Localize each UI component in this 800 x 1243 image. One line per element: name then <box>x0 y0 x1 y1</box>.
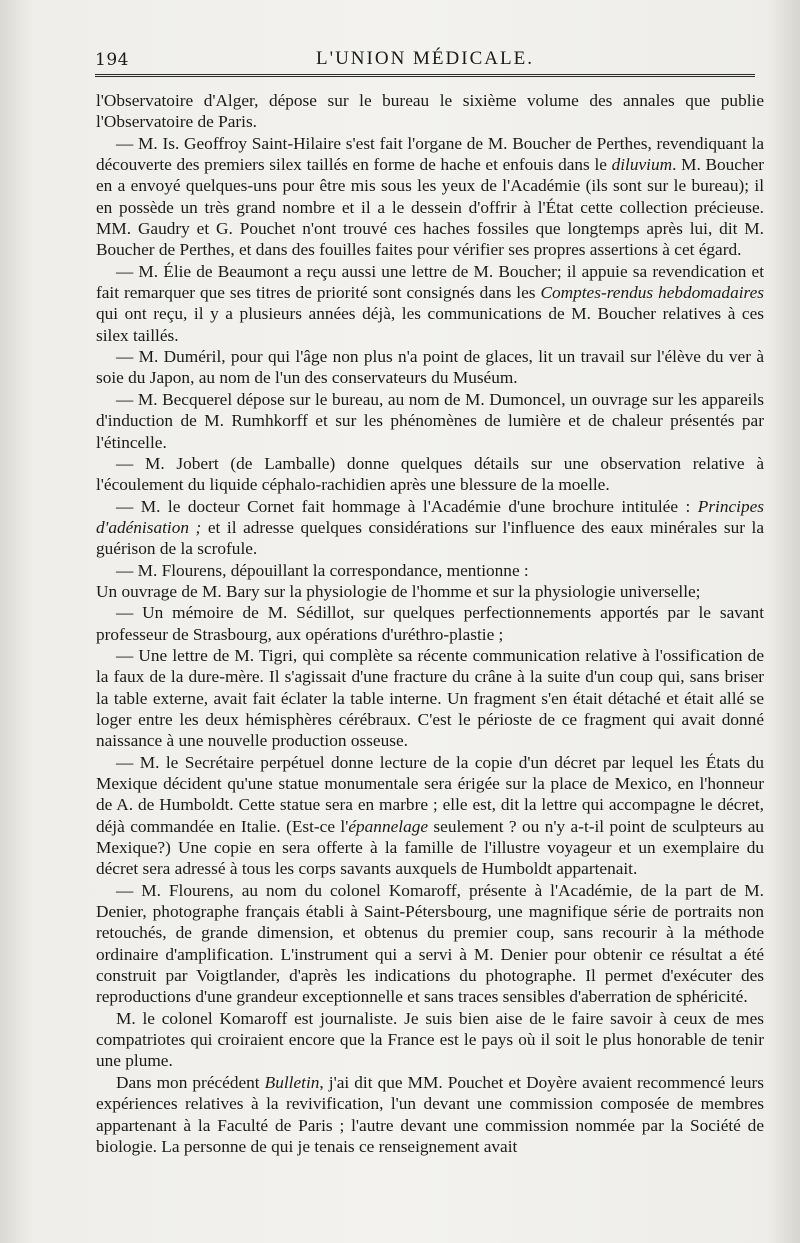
text-run: Dans mon précédent <box>116 1072 265 1092</box>
text-run: — M. Becquerel dépose sur le bureau, au nom de M. Dumoncel, un ouvrage sur les appareils d'induction de M. Rumhkorff et sur les phénomènes de lumière et de chaleur présentés par l'étincelle. <box>96 389 764 452</box>
text-run: seulement ? ou n'y a-t-il point de sculpteurs au Mexique?) Une copie en sera offerte à la famille de l'illustre voyageur et un exemplaire du décret sera adressé à tous les corps savants auxquels de Humboldt appartenait. <box>96 816 764 879</box>
paragraph <box>96 752 764 880</box>
header-rule <box>95 74 755 77</box>
italic-text: diluvium <box>611 155 673 175</box>
text-run: — M. le Secrétaire perpétuel donne lecture de la copie d'un décret par lequel les États du Mexique décident qu'une statue monumentale sera érigée sur la place de Mexico, en l'honneur de A. de Humboldt. Cette statue sera en marbre ; elle est, dit la lettre qui accompagne le décret, déjà commandée en Italie. (Est-ce l' <box>96 752 764 836</box>
paragraph <box>96 581 764 602</box>
text-run: — M. Flourens, au nom du colonel Komaroff, présente à l'Académie, de la part de M. Denier, photographe français établi à Saint-Pétersbourg, une magnifique série de portraits non retouchés, de grande dimension, et obtenus du premier coup, sans recourir à la méthode ordinaire d'amplification. L'instrument qui a servi à M. Denier pour obtenir ce résultat a été construit par Voigtlander, d'après les indications du photographe. Il permet d'exécuter des reproductions d'une grandeur exceptionnelle et sans traces sensibles d'aberration de sphéricité. <box>96 880 764 1007</box>
paragraph <box>96 496 764 560</box>
text-run: — Un mémoire de M. Sédillot, sur quelques perfectionnements apportés par le savant professeur de Strasbourg, aux opérations d'uréthro-plastie ; <box>96 603 764 644</box>
paragraph <box>96 261 764 346</box>
text-run: Un ouvrage de M. Bary sur la physiologie de l'homme et sur la physiologie universelle; <box>96 581 701 601</box>
text-run: qui ont reçu, il y a plusieurs années déjà, les communications de M. Boucher relatives à ces silex taillés. <box>96 304 764 345</box>
running-title: L'UNION MÉDICALE. <box>316 48 534 69</box>
paragraph <box>96 602 764 645</box>
paragraph <box>96 560 764 581</box>
text-run: , j'ai dit que MM. Pouchet et Doyère avaient recommencé leurs expériences relatives à la revivification, l'un devant une commission composée de membres appartenant à la Faculté de Paris ; l'autre devant une commission nommée par la Société de biologie. La personne de qui je tenais ce renseignement avait <box>96 1072 764 1156</box>
paragraph <box>96 1072 764 1157</box>
italic-text: Comptes-rendus hebdomadaires <box>540 283 764 303</box>
page-number: 194 <box>95 50 129 70</box>
paragraph <box>96 880 764 1008</box>
text-run: . M. Boucher en a envoyé quelques-uns pour être mis sous les yeux de l'Académie (ils sont sur le bureau); il en possède un très grand nombre et il a le dessein d'offrir à l'État cette collection précieuse. MM. Gaudry et G. Pouchet n'ont trouvé ces haches fossiles que longtemps après lui, dit M. Boucher de Perthes, et dans des fouilles faites pour vérifier ses propres assertions à cet égard. <box>96 155 764 260</box>
paragraph <box>96 645 764 752</box>
paragraph <box>96 453 764 496</box>
italic-text: épannelage <box>348 816 429 836</box>
paragraph <box>96 346 764 389</box>
text-run: — M. Jobert (de Lamballe) donne quelques détails sur une observation relative à l'écoulement du liquide céphalo-rachidien après une blessure de la moelle. <box>96 453 764 495</box>
text-run: l'Observatoire d'Alger, dépose sur le bureau le sixième volume des annales que publie l'Observatoire de Paris. <box>96 91 764 132</box>
paragraph <box>96 90 764 133</box>
text-run: — Une lettre de M. Tigri, qui complète sa récente communication relative à l'ossification de la faux de la dure-mère. Il s'agissait d'une fracture du crâne à la suite d'un coup qui, sans briser la table externe, avait fait éclater la table interne. Un fragment s'en était détaché et était allé se loger entre les deux hémisphères cérébraux. C'est le périoste de ce fragment qui avait donné naissance à une nouvelle production osseuse. <box>96 645 764 751</box>
text-run: — M. Flourens, dépouillant la correspondance, mentionne : <box>116 560 529 580</box>
text-run: — M. le docteur Cornet fait hommage à l'Académie d'une brochure intitulée : <box>116 496 698 516</box>
text-run: et il adresse quelques considérations sur l'influence des eaux minérales sur la guérison de la scrofule. <box>96 517 764 559</box>
paragraph <box>96 389 764 453</box>
paragraph <box>96 1008 764 1072</box>
article-body <box>96 90 764 1215</box>
paragraph <box>96 133 764 261</box>
italic-text: Bulletin <box>264 1072 320 1092</box>
page-header <box>95 44 755 74</box>
text-run: M. le colonel Komaroff est journaliste. Je suis bien aise de le faire savoir à ceux de mes compatriotes qui croiraient encore que la France est le pays où il soit le plus honorable de tenir une plume. <box>96 1008 764 1071</box>
text-run: — M. Is. Geoffroy Saint-Hilaire s'est fait l'organe de M. Boucher de Perthes, revendiquant la découverte des premiers silex taillés en forme de hache et enfouis dans le <box>96 133 764 175</box>
text-run: — M. Duméril, pour qui l'âge non plus n'a point de glaces, lit un travail sur l'élève du ver à soie du Japon, au nom de l'un des conservateurs du Muséum. <box>96 347 764 388</box>
italic-text: Principes d'adénisation ; <box>96 496 764 537</box>
text-run: — M. Élie de Beaumont a reçu aussi une lettre de M. Boucher; il appuie sa revendication et fait remarquer que ses titres de priorité sont consignés dans les <box>96 261 764 303</box>
